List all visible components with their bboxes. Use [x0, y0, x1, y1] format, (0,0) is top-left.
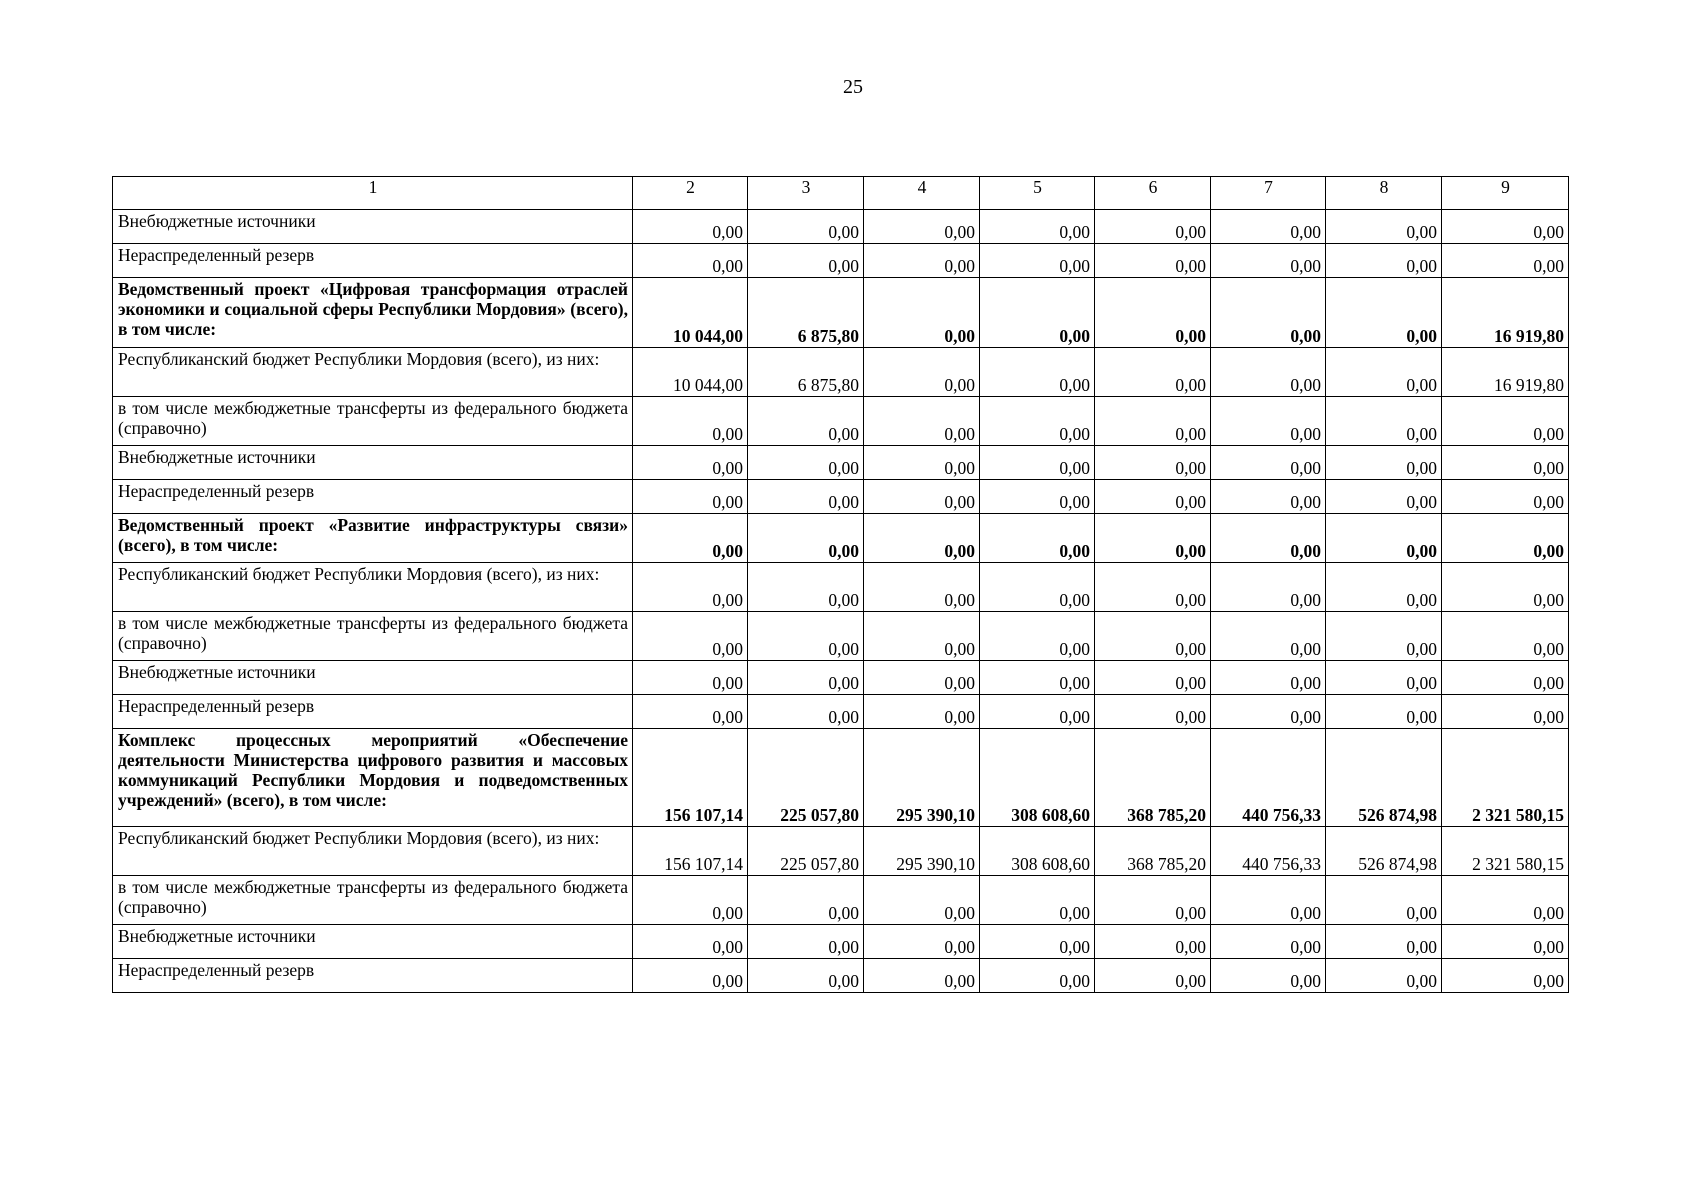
- value-cell: 0,00: [748, 514, 864, 563]
- table-row: [113, 480, 1569, 514]
- row-label: Республиканский бюджет Республики Мордовия (всего), из них:: [113, 827, 633, 876]
- table-row: [113, 612, 1569, 661]
- value-cell: 0,00: [1211, 244, 1326, 278]
- value-cell: 0,00: [1211, 480, 1326, 514]
- value-cell: 0,00: [1095, 244, 1211, 278]
- value-cell: 0,00: [1211, 210, 1326, 244]
- value-cell: 16 919,80: [1442, 278, 1569, 348]
- value-cell: 0,00: [980, 876, 1095, 925]
- value-cell: 0,00: [748, 397, 864, 446]
- table-row: [113, 446, 1569, 480]
- value-cell: 0,00: [864, 563, 980, 612]
- value-cell: 0,00: [1442, 959, 1569, 993]
- value-cell: 0,00: [1095, 876, 1211, 925]
- value-cell: 10 044,00: [633, 348, 748, 397]
- value-cell: 0,00: [980, 244, 1095, 278]
- value-cell: 0,00: [1326, 244, 1442, 278]
- value-cell: 0,00: [980, 695, 1095, 729]
- value-cell: 0,00: [1442, 876, 1569, 925]
- column-header: 9: [1442, 177, 1569, 210]
- table-row: [113, 244, 1569, 278]
- row-label: Внебюджетные источники: [113, 661, 633, 695]
- row-label: Республиканский бюджет Республики Мордовия (всего), из них:: [113, 563, 633, 612]
- value-cell: 0,00: [633, 480, 748, 514]
- value-cell: 295 390,10: [864, 827, 980, 876]
- value-cell: 0,00: [980, 514, 1095, 563]
- value-cell: 0,00: [1442, 925, 1569, 959]
- value-cell: 0,00: [864, 612, 980, 661]
- row-label: Комплекс процессных мероприятий «Обеспечение деятельности Министерства цифрового развития и массовых коммуникаций Республики Мордовия и подведомственных учреждений» (всего), в том числе:: [113, 729, 633, 827]
- value-cell: 0,00: [1326, 695, 1442, 729]
- value-cell: 0,00: [1442, 661, 1569, 695]
- table-row: [113, 661, 1569, 695]
- value-cell: 0,00: [1326, 563, 1442, 612]
- value-cell: 0,00: [1095, 959, 1211, 993]
- value-cell: 0,00: [1326, 876, 1442, 925]
- value-cell: 0,00: [864, 210, 980, 244]
- table-row: [113, 827, 1569, 876]
- value-cell: 0,00: [1211, 348, 1326, 397]
- value-cell: 0,00: [1326, 925, 1442, 959]
- value-cell: 0,00: [980, 278, 1095, 348]
- value-cell: 0,00: [1211, 514, 1326, 563]
- value-cell: 0,00: [1442, 446, 1569, 480]
- value-cell: 0,00: [1211, 563, 1326, 612]
- value-cell: 0,00: [980, 661, 1095, 695]
- value-cell: 0,00: [633, 563, 748, 612]
- value-cell: 0,00: [748, 480, 864, 514]
- value-cell: 0,00: [1095, 695, 1211, 729]
- value-cell: 0,00: [1442, 563, 1569, 612]
- table-row: [113, 729, 1569, 827]
- value-cell: 0,00: [1326, 397, 1442, 446]
- value-cell: 0,00: [633, 959, 748, 993]
- value-cell: 0,00: [1095, 446, 1211, 480]
- value-cell: 0,00: [748, 563, 864, 612]
- row-label: в том числе межбюджетные трансферты из федерального бюджета (справочно): [113, 876, 633, 925]
- value-cell: 0,00: [864, 514, 980, 563]
- value-cell: 0,00: [1095, 661, 1211, 695]
- value-cell: 0,00: [1442, 210, 1569, 244]
- value-cell: 308 608,60: [980, 827, 1095, 876]
- value-cell: 0,00: [748, 876, 864, 925]
- row-label: Нераспределенный резерв: [113, 959, 633, 993]
- value-cell: 0,00: [980, 446, 1095, 480]
- table-row: [113, 397, 1569, 446]
- value-cell: 0,00: [1326, 514, 1442, 563]
- value-cell: 308 608,60: [980, 729, 1095, 827]
- value-cell: 0,00: [1095, 348, 1211, 397]
- row-label: Внебюджетные источники: [113, 446, 633, 480]
- value-cell: 2 321 580,15: [1442, 827, 1569, 876]
- value-cell: 0,00: [1095, 210, 1211, 244]
- value-cell: 0,00: [1442, 244, 1569, 278]
- column-header: 3: [748, 177, 864, 210]
- column-header: 5: [980, 177, 1095, 210]
- column-header: 1: [113, 177, 633, 210]
- value-cell: 0,00: [1211, 612, 1326, 661]
- table-row: [113, 876, 1569, 925]
- value-cell: 0,00: [1326, 959, 1442, 993]
- value-cell: 0,00: [864, 278, 980, 348]
- row-label: Внебюджетные источники: [113, 925, 633, 959]
- value-cell: 0,00: [1095, 612, 1211, 661]
- column-header: 8: [1326, 177, 1442, 210]
- row-label: в том числе межбюджетные трансферты из федерального бюджета (справочно): [113, 397, 633, 446]
- table-row: [113, 210, 1569, 244]
- value-cell: 0,00: [864, 397, 980, 446]
- value-cell: 0,00: [748, 661, 864, 695]
- value-cell: 0,00: [748, 925, 864, 959]
- value-cell: 0,00: [864, 876, 980, 925]
- value-cell: 0,00: [1442, 480, 1569, 514]
- value-cell: 0,00: [1442, 514, 1569, 563]
- value-cell: 0,00: [1326, 278, 1442, 348]
- table-row: [113, 278, 1569, 348]
- value-cell: 440 756,33: [1211, 729, 1326, 827]
- value-cell: 0,00: [633, 514, 748, 563]
- row-label: Ведомственный проект «Развитие инфраструктуры связи» (всего), в том числе:: [113, 514, 633, 563]
- value-cell: 0,00: [1326, 210, 1442, 244]
- value-cell: 0,00: [980, 563, 1095, 612]
- table-row: [113, 959, 1569, 993]
- value-cell: 0,00: [633, 661, 748, 695]
- table-row: [113, 925, 1569, 959]
- value-cell: 0,00: [1442, 397, 1569, 446]
- column-header: 4: [864, 177, 980, 210]
- value-cell: 0,00: [1211, 661, 1326, 695]
- value-cell: 0,00: [633, 925, 748, 959]
- value-cell: 0,00: [633, 446, 748, 480]
- value-cell: 0,00: [980, 397, 1095, 446]
- value-cell: 0,00: [1442, 612, 1569, 661]
- value-cell: 0,00: [1211, 876, 1326, 925]
- value-cell: 0,00: [864, 480, 980, 514]
- value-cell: 0,00: [1095, 397, 1211, 446]
- value-cell: 156 107,14: [633, 729, 748, 827]
- value-cell: 0,00: [980, 348, 1095, 397]
- table-row: [113, 514, 1569, 563]
- value-cell: 295 390,10: [864, 729, 980, 827]
- value-cell: 0,00: [1211, 397, 1326, 446]
- value-cell: 0,00: [864, 244, 980, 278]
- value-cell: 0,00: [1095, 480, 1211, 514]
- value-cell: 0,00: [1211, 959, 1326, 993]
- value-cell: 0,00: [864, 695, 980, 729]
- row-label: Республиканский бюджет Республики Мордовия (всего), из них:: [113, 348, 633, 397]
- value-cell: 6 875,80: [748, 278, 864, 348]
- row-label: Нераспределенный резерв: [113, 480, 633, 514]
- value-cell: 0,00: [864, 959, 980, 993]
- value-cell: 0,00: [1095, 563, 1211, 612]
- value-cell: 0,00: [633, 210, 748, 244]
- value-cell: 0,00: [1211, 695, 1326, 729]
- value-cell: 0,00: [748, 959, 864, 993]
- value-cell: 0,00: [1095, 514, 1211, 563]
- value-cell: 0,00: [748, 612, 864, 661]
- value-cell: 0,00: [980, 925, 1095, 959]
- table-row: [113, 695, 1569, 729]
- value-cell: 368 785,20: [1095, 729, 1211, 827]
- value-cell: 0,00: [864, 661, 980, 695]
- value-cell: 0,00: [748, 210, 864, 244]
- value-cell: 368 785,20: [1095, 827, 1211, 876]
- table-body: [113, 177, 1569, 993]
- row-label: Нераспределенный резерв: [113, 695, 633, 729]
- value-cell: 0,00: [980, 210, 1095, 244]
- table-row: [113, 348, 1569, 397]
- value-cell: 0,00: [1326, 661, 1442, 695]
- value-cell: 0,00: [864, 925, 980, 959]
- value-cell: 0,00: [633, 244, 748, 278]
- row-label: Нераспределенный резерв: [113, 244, 633, 278]
- value-cell: 526 874,98: [1326, 729, 1442, 827]
- value-cell: 156 107,14: [633, 827, 748, 876]
- column-number-row: [113, 177, 1569, 210]
- value-cell: 0,00: [1095, 925, 1211, 959]
- value-cell: 0,00: [633, 397, 748, 446]
- value-cell: 0,00: [1211, 278, 1326, 348]
- value-cell: 0,00: [980, 612, 1095, 661]
- value-cell: 440 756,33: [1211, 827, 1326, 876]
- row-label: в том числе межбюджетные трансферты из федерального бюджета (справочно): [113, 612, 633, 661]
- value-cell: 0,00: [748, 695, 864, 729]
- value-cell: 2 321 580,15: [1442, 729, 1569, 827]
- value-cell: 225 057,80: [748, 827, 864, 876]
- value-cell: 526 874,98: [1326, 827, 1442, 876]
- value-cell: 0,00: [1326, 612, 1442, 661]
- value-cell: 16 919,80: [1442, 348, 1569, 397]
- value-cell: 225 057,80: [748, 729, 864, 827]
- value-cell: 0,00: [1326, 348, 1442, 397]
- value-cell: 0,00: [864, 446, 980, 480]
- value-cell: 0,00: [1326, 446, 1442, 480]
- value-cell: 0,00: [633, 695, 748, 729]
- value-cell: 0,00: [1326, 480, 1442, 514]
- column-header: 7: [1211, 177, 1326, 210]
- budget-table: [112, 176, 1569, 993]
- value-cell: 0,00: [1442, 695, 1569, 729]
- value-cell: 0,00: [1095, 278, 1211, 348]
- page-number: 25: [843, 76, 863, 98]
- value-cell: 0,00: [633, 876, 748, 925]
- value-cell: 0,00: [748, 244, 864, 278]
- value-cell: 0,00: [980, 959, 1095, 993]
- value-cell: 6 875,80: [748, 348, 864, 397]
- value-cell: 0,00: [1211, 446, 1326, 480]
- column-header: 2: [633, 177, 748, 210]
- table-row: [113, 563, 1569, 612]
- value-cell: 0,00: [864, 348, 980, 397]
- value-cell: 0,00: [633, 612, 748, 661]
- value-cell: 0,00: [980, 480, 1095, 514]
- value-cell: 0,00: [748, 446, 864, 480]
- row-label: Ведомственный проект «Цифровая трансформация отраслей экономики и социальной сферы Республики Мордовия» (всего), в том числе:: [113, 278, 633, 348]
- row-label: Внебюджетные источники: [113, 210, 633, 244]
- column-header: 6: [1095, 177, 1211, 210]
- value-cell: 10 044,00: [633, 278, 748, 348]
- value-cell: 0,00: [1211, 925, 1326, 959]
